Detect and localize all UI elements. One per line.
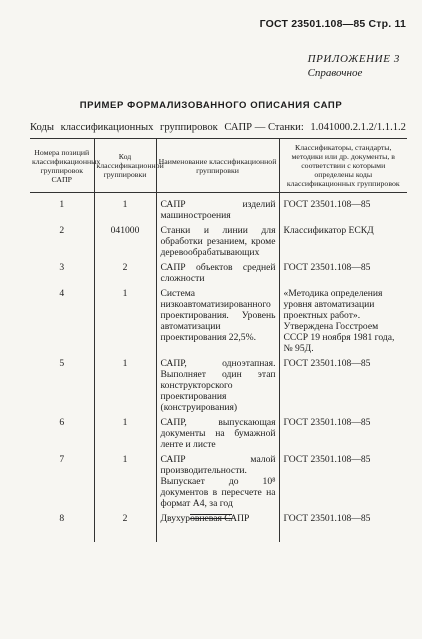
cell-code: 041000 — [94, 225, 156, 262]
cell-code: 2 — [94, 513, 156, 542]
codes-word: группировок — [160, 122, 218, 133]
end-divider — [190, 518, 232, 519]
cell-name: Двухуровневая САПР — [156, 513, 279, 542]
cell-position: 2 — [59, 225, 65, 236]
appendix-title: ПРИЛОЖЕНИЕ 3 — [307, 53, 400, 65]
header-code: Код классификационной группировки — [94, 139, 156, 193]
classification-table — [30, 138, 407, 542]
page-title: ПРИМЕР ФОРМАЛИЗОВАННОГО ОПИСАНИЯ САПР — [79, 100, 343, 111]
cell-name: Станки и линии для обработки резанием, кроме деревообрабатывающих — [156, 225, 279, 262]
end-divider — [190, 514, 232, 515]
cell-name: САПР, выпускающая документы на бумажной ленте и листе — [156, 417, 279, 454]
cell-document: ГОСТ 23501.108—85 — [279, 193, 407, 226]
table-row — [30, 262, 407, 288]
cell-code: 1 — [94, 288, 156, 358]
cell-document: ГОСТ 23501.108—85 — [279, 417, 407, 454]
codes-word: Коды — [30, 122, 55, 133]
cell-position: 3 — [59, 262, 65, 273]
codes-word: САПР — Станки: — [224, 122, 304, 133]
table-row — [30, 417, 407, 454]
page-header: ГОСТ 23501.108—85 Стр. 11 — [259, 18, 406, 30]
cell-position: 7 — [59, 454, 65, 465]
cell-code: 1 — [94, 417, 156, 454]
cell-name: САПР изделий машиностроения — [156, 193, 279, 226]
table-row — [30, 358, 407, 417]
cell-document: «Методика определения уровня автоматизации проектных работ». Утверждена Госстроем СССР 19 ноября 1981 года, № 95Д. — [279, 288, 407, 358]
codes-value: 1.041000.2.1.2/1.1.1.2 — [310, 122, 406, 133]
table-row — [30, 193, 407, 226]
cell-code: 1 — [94, 454, 156, 513]
cell-position: 6 — [59, 417, 65, 428]
cell-name: Система низкоавтоматизированного проектирования. Уровень автоматизации проектирования 22,5%. — [156, 288, 279, 358]
cell-name: САПР малой производительности. Выпускает до 10⁸ документов в пересчете на формат А4, за год — [156, 454, 279, 513]
header-name: Наименование классификационной группировки — [156, 139, 279, 193]
cell-code: 1 — [94, 358, 156, 417]
cell-document: ГОСТ 23501.108—85 — [279, 454, 407, 513]
header-documents: Классификаторы, стандарты, методики или др. документы, в соответствии с которыми определены коды классификационных группировок — [279, 139, 407, 193]
codes-word: классификационных — [60, 122, 154, 133]
cell-position: 8 — [59, 513, 65, 524]
cell-code: 1 — [94, 193, 156, 226]
appendix-subtitle: Справочное — [307, 67, 363, 79]
codes-line — [30, 122, 406, 133]
appendix-block — [308, 52, 400, 80]
cell-document: Классификатор ЕСКД — [279, 225, 407, 262]
cell-position: 4 — [59, 288, 65, 299]
cell-document: ГОСТ 23501.108—85 — [279, 262, 407, 288]
table-header-row — [30, 139, 407, 193]
cell-name: САПР, одноэтапная. Выполняет один этап конструкторского проектирования (конструирования) — [156, 358, 279, 417]
cell-position: 5 — [59, 358, 65, 369]
cell-code: 2 — [94, 262, 156, 288]
table-row — [30, 288, 407, 358]
cell-name: САПР объектов средней сложности — [156, 262, 279, 288]
table-row — [30, 225, 407, 262]
cell-position: 1 — [59, 199, 65, 210]
cell-document: ГОСТ 23501.108—85 — [279, 513, 407, 542]
header-position: Номера позиций классификационных группировок САПР — [30, 139, 94, 193]
table-row — [30, 454, 407, 513]
cell-document: ГОСТ 23501.108—85 — [279, 358, 407, 417]
